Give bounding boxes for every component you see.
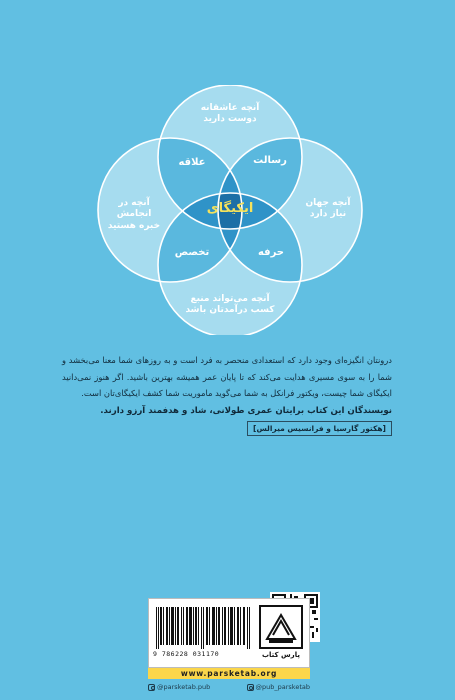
label-world-needs-text: آنچه جهان نیاز دارد bbox=[305, 198, 351, 220]
instagram-icon bbox=[247, 684, 254, 691]
label-passion: علاقه bbox=[178, 157, 206, 168]
publisher-website[interactable]: www.parsketab.org bbox=[148, 668, 310, 679]
ikigai-venn-diagram bbox=[95, 85, 365, 335]
label-good-at bbox=[101, 198, 167, 232]
label-love bbox=[195, 103, 265, 126]
label-ikigai: ایکیگای bbox=[206, 201, 254, 216]
instagram-handle-2-text: @pub_parsketab bbox=[255, 683, 310, 691]
label-paid-for bbox=[183, 294, 277, 317]
label-world-needs bbox=[295, 198, 361, 221]
instagram-handle-1-text: @parsketab.pub bbox=[157, 683, 211, 691]
barcode-panel bbox=[148, 598, 310, 668]
barcode-icon bbox=[156, 607, 251, 649]
back-cover-text bbox=[62, 352, 392, 437]
instagram-handle-2[interactable] bbox=[247, 683, 310, 691]
publisher-name: پارس کتاب bbox=[262, 651, 300, 659]
label-love-text: آنچه عاشقانه دوست دارید bbox=[200, 103, 260, 125]
instagram-icon bbox=[148, 684, 155, 691]
label-good-at-text: آنچه در انجامش خبره هستید bbox=[107, 198, 161, 231]
label-mission: رسالت bbox=[253, 155, 287, 166]
social-handles bbox=[148, 682, 310, 692]
isbn-number: 9 786228 031170 bbox=[153, 650, 220, 658]
label-vocation: حرفه bbox=[257, 247, 285, 258]
label-profession: تخصص bbox=[174, 247, 210, 258]
instagram-handle-1[interactable] bbox=[148, 683, 210, 691]
label-paid-for-text: آنچه می‌تواند منبع کسب درآمدتان باشد bbox=[185, 294, 275, 316]
authors-credit: [هکتور گارسیا و فرانسیس میرالس] bbox=[247, 421, 392, 436]
publisher-logo-icon bbox=[259, 605, 303, 657]
authors-wish-line: نویسندگان این کتاب برایتان عمری طولانی، شاد و هدفمند آرزو دارند. bbox=[100, 405, 392, 416]
description-paragraph: درونتان انگیزه‌ای وجود دارد که استعدادی منحصر به فرد است و به روزهای شما معنا می‌بخشد و شما را به سوی مسیری هدایت می‌کند که تا پایان عمر همیشه بهترین باشید. اگر هنوز نمی‌دانید ایکیگای شما چیست، ویکتور فرانکل به شما می‌گوید ماموریت شما کشف ایکیگای‌تان است. bbox=[62, 355, 392, 399]
